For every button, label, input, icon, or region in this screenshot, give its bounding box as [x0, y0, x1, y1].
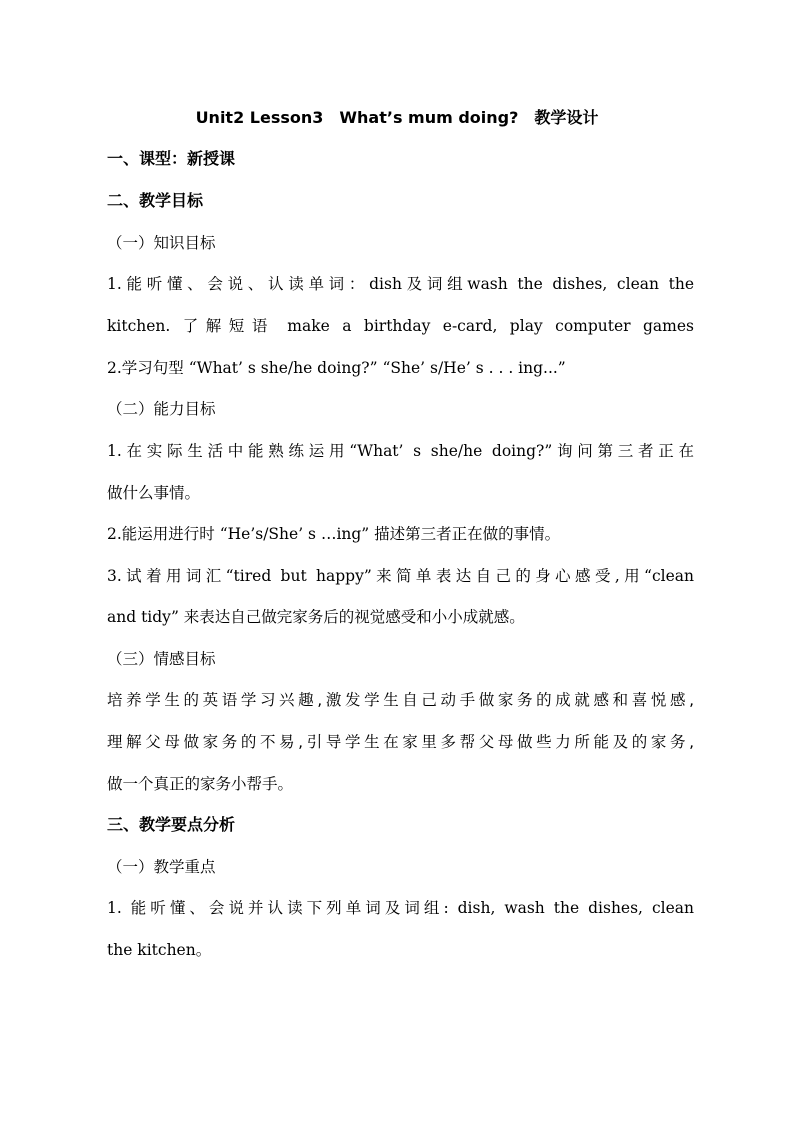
subheading-ability-goals: （二）能力目标	[107, 400, 216, 418]
paragraph-line: the kitchen。	[107, 941, 212, 959]
paragraph-line: 1. 能听懂、会说并认读下列单词及词组: dish, wash the dishes, clean	[107, 899, 694, 917]
paragraph-line: and tidy” 来表达自己做完家务后的视觉感受和小小成就感。	[107, 608, 525, 626]
paragraph-line: 培养学生的英语学习兴趣,激发学生自己动手做家务的成就感和喜悦感,	[107, 691, 694, 709]
paragraph-line: 做一个真正的家务小帮手。	[107, 775, 294, 793]
paragraph-line: 做什么事情。	[107, 484, 201, 502]
subheading-knowledge-goals: （一）知识目标	[107, 234, 216, 252]
paragraph-line: 1.能听懂、会说、认读单词：dish及词组wash the dishes, clean the	[107, 275, 694, 293]
section-heading-key-points: 三、教学要点分析	[107, 815, 236, 834]
paragraph-line: 1.在实际生活中能熟练运用“What’ s she/he doing?”询问第三者正在	[107, 442, 694, 460]
document-title: Unit2 Lesson3 What’s mum doing? 教学设计	[195, 108, 599, 127]
paragraph-line: 理解父母做家务的不易,引导学生在家里多帮父母做些力所能及的家务,	[107, 733, 694, 751]
paragraph-line: 2.学习句型 “What’ s she/he doing?” “She’ s/He’ s . . . ing...”	[107, 359, 566, 377]
section-heading-lesson-type: 一、课型：新授课	[107, 149, 236, 168]
paragraph-line: 3.试着用词汇“tired but happy”来简单表达自己的身心感受,用“clean	[107, 567, 694, 585]
subheading-teaching-focus: （一）教学重点	[107, 858, 216, 876]
subheading-emotional-goals: （三）情感目标	[107, 650, 216, 668]
paragraph-line: kitchen. 了解短语 make a birthday e-card, play computer games	[107, 317, 694, 335]
section-heading-teaching-goals: 二、教学目标	[107, 191, 204, 210]
paragraph-line: 2.能运用进行时 “He’s/She’ s …ing” 描述第三者正在做的事情。	[107, 525, 561, 543]
